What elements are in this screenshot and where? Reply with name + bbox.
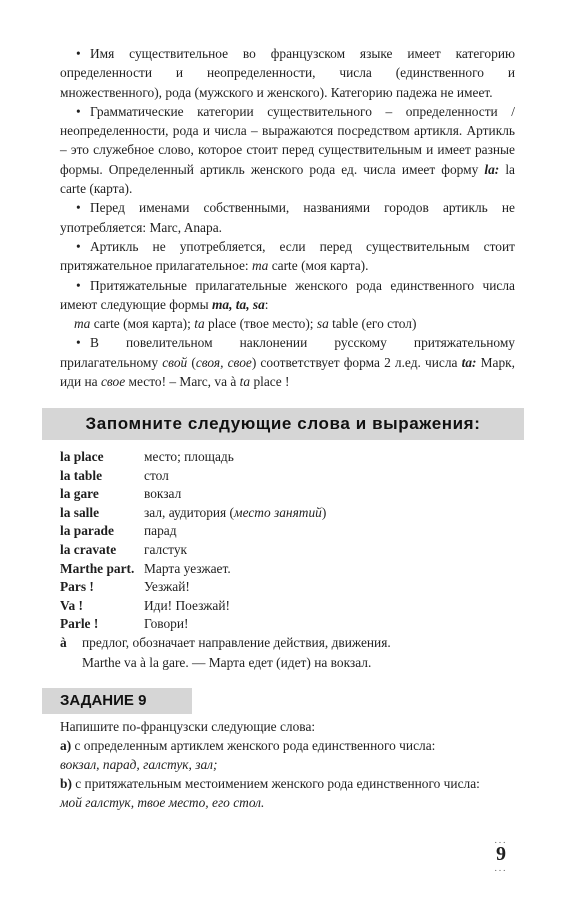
vocab-list <box>60 448 520 672</box>
grammar-paragraph <box>60 102 515 198</box>
paragraph-text: Имя существительное во французском языке имеет категорию определенности и неопределенности, числа (единственного и множественного), рода (мужского и женского). Категорию падежа не имеет. <box>60 46 515 100</box>
paragraph-text: ( <box>187 354 196 370</box>
vocab-example: Marthe va à la gare. — Марта едет (идет) на вокзал. <box>82 654 372 670</box>
paragraph-text: В повелительном наклонении русскому притяжательному прилагательному <box>60 335 515 370</box>
vocab-translation: ) <box>321 504 327 520</box>
grammar-section <box>60 44 515 391</box>
vocab-term: à <box>60 634 67 650</box>
task-words <box>60 793 525 812</box>
vocab-term: la parade <box>60 523 114 539</box>
task-instruction: Напишите по-французски следующие слова: <box>60 719 316 734</box>
vocab-translation: парад <box>144 523 177 539</box>
grammar-example <box>60 314 515 333</box>
vocab-term: Marthe part. <box>60 560 135 576</box>
vocab-translation: стол <box>144 467 169 483</box>
vocab-row-preposition <box>60 634 520 653</box>
page-dots-bottom: ... <box>494 863 508 873</box>
task-item-b <box>60 774 525 793</box>
vocab-row <box>60 560 520 579</box>
paragraph-text: Артикль не употребляется, если перед существительным стоит притяжательное прилагательное: <box>60 238 515 274</box>
task-label: а) <box>60 738 72 754</box>
bullet: • <box>76 200 81 216</box>
grammar-paragraph <box>60 237 515 276</box>
vocab-row <box>60 615 520 634</box>
vocab-translation: Иди! Поезжай! <box>144 597 230 613</box>
task-item-text: с определенным артиклем женского рода единственного числа: <box>71 738 436 754</box>
vocab-term: Parle ! <box>60 616 99 632</box>
paragraph-text: Перед именами собственными, названиями городов артикль не употребляется: Marc, Anapa. <box>60 200 515 235</box>
task-words <box>60 755 525 774</box>
vocab-row <box>60 485 520 504</box>
vocab-translation: Марта уезжает. <box>144 560 231 576</box>
vocab-term: la place <box>60 449 104 464</box>
vocab-row <box>60 541 520 560</box>
vocab-term: Pars ! <box>60 579 94 595</box>
vocab-row <box>60 597 520 616</box>
vocab-translation: галстук <box>144 541 188 557</box>
bullet: • <box>76 46 81 61</box>
bullet: • <box>76 238 81 254</box>
task-item-a <box>60 736 525 755</box>
vocab-row <box>60 578 520 597</box>
task-item-text: с притяжательным местоимением женского рода единственного числа: <box>71 776 480 792</box>
page-dots-top: ... <box>494 835 508 845</box>
task-body <box>60 717 525 812</box>
vocab-translation: Говори! <box>144 616 189 632</box>
vocab-term: la table <box>60 467 103 483</box>
grammar-paragraph <box>60 276 515 315</box>
article-la: la: <box>484 161 500 177</box>
grammar-paragraph <box>60 198 515 237</box>
task-words-text: вокзал, парад, галстук, зал; <box>60 757 218 773</box>
vocab-translation: зал, аудитория ( <box>144 504 235 520</box>
example-word: свое <box>100 374 126 390</box>
bullet: • <box>76 277 81 293</box>
vocab-translation: место; площадь <box>144 449 234 464</box>
vocab-translation: предлог, обозначает направление действия, движения. <box>82 634 391 650</box>
vocab-term: la salle <box>60 504 100 520</box>
page-number: 9 <box>496 843 506 865</box>
example-word: ta <box>239 374 251 390</box>
vocab-translation: вокзал <box>144 486 182 502</box>
example-word: sa <box>316 316 329 332</box>
vocab-translation: Уезжай! <box>144 579 190 595</box>
page-number-block <box>491 836 511 872</box>
example-text: table (его стол) <box>328 316 417 332</box>
task-header: ЗАДАНИЕ 9 <box>42 688 192 714</box>
paragraph-text: place ! <box>250 374 290 390</box>
paragraph-text: la carte (карта). <box>60 161 515 197</box>
vocab-row <box>60 522 520 541</box>
example-word: ta <box>194 316 205 332</box>
example-word: ma <box>251 258 269 274</box>
example-word: ta: <box>461 354 477 370</box>
paragraph-text: carte (моя карта). <box>268 258 369 274</box>
task-words-text: мой галстук, твое место, его стол. <box>60 795 265 811</box>
vocab-row <box>60 504 520 523</box>
grammar-paragraph <box>60 333 515 391</box>
example-word: свой <box>162 354 188 370</box>
example-word: ma <box>74 316 91 332</box>
paragraph-text: Притяжательные прилагательные женского рода единственного числа имеют следующие формы <box>60 277 515 312</box>
vocab-term: la gare <box>60 486 99 502</box>
vocab-term: Va ! <box>60 597 83 613</box>
grammar-paragraph <box>60 44 515 102</box>
task-label: b) <box>60 776 72 792</box>
vocab-term: la cravate <box>60 541 117 557</box>
paragraph-text: : <box>264 296 269 312</box>
bullet: • <box>76 335 81 351</box>
example-text: carte (моя карта); <box>90 316 195 332</box>
section-header: Запомните следующие слова и выражения: <box>42 408 524 440</box>
vocab-row <box>60 448 520 467</box>
paragraph-text: Марк, иди на <box>60 354 515 390</box>
example-text: place (твое место); <box>204 316 317 332</box>
vocab-translation-note: место занятий <box>234 504 322 520</box>
paragraph-text: ) соответствует форма 2 л.ед. числа <box>251 354 462 370</box>
bullet: • <box>76 103 81 119</box>
paragraph-text: место! – Marc, va à <box>125 374 240 390</box>
paragraph-text: Грамматические категории существительного – определенности / неопределенности, рода и числа – выражаются посредством артикля. Артикль – это служебное слово, которое стоит перед существительным и имеет разные формы. Определенный артикль женского рода ед. числа имеет форму <box>60 103 515 177</box>
possessive-forms: ma, ta, sa <box>211 296 265 312</box>
vocab-row <box>60 467 520 486</box>
example-word: своя, свое <box>195 354 252 370</box>
